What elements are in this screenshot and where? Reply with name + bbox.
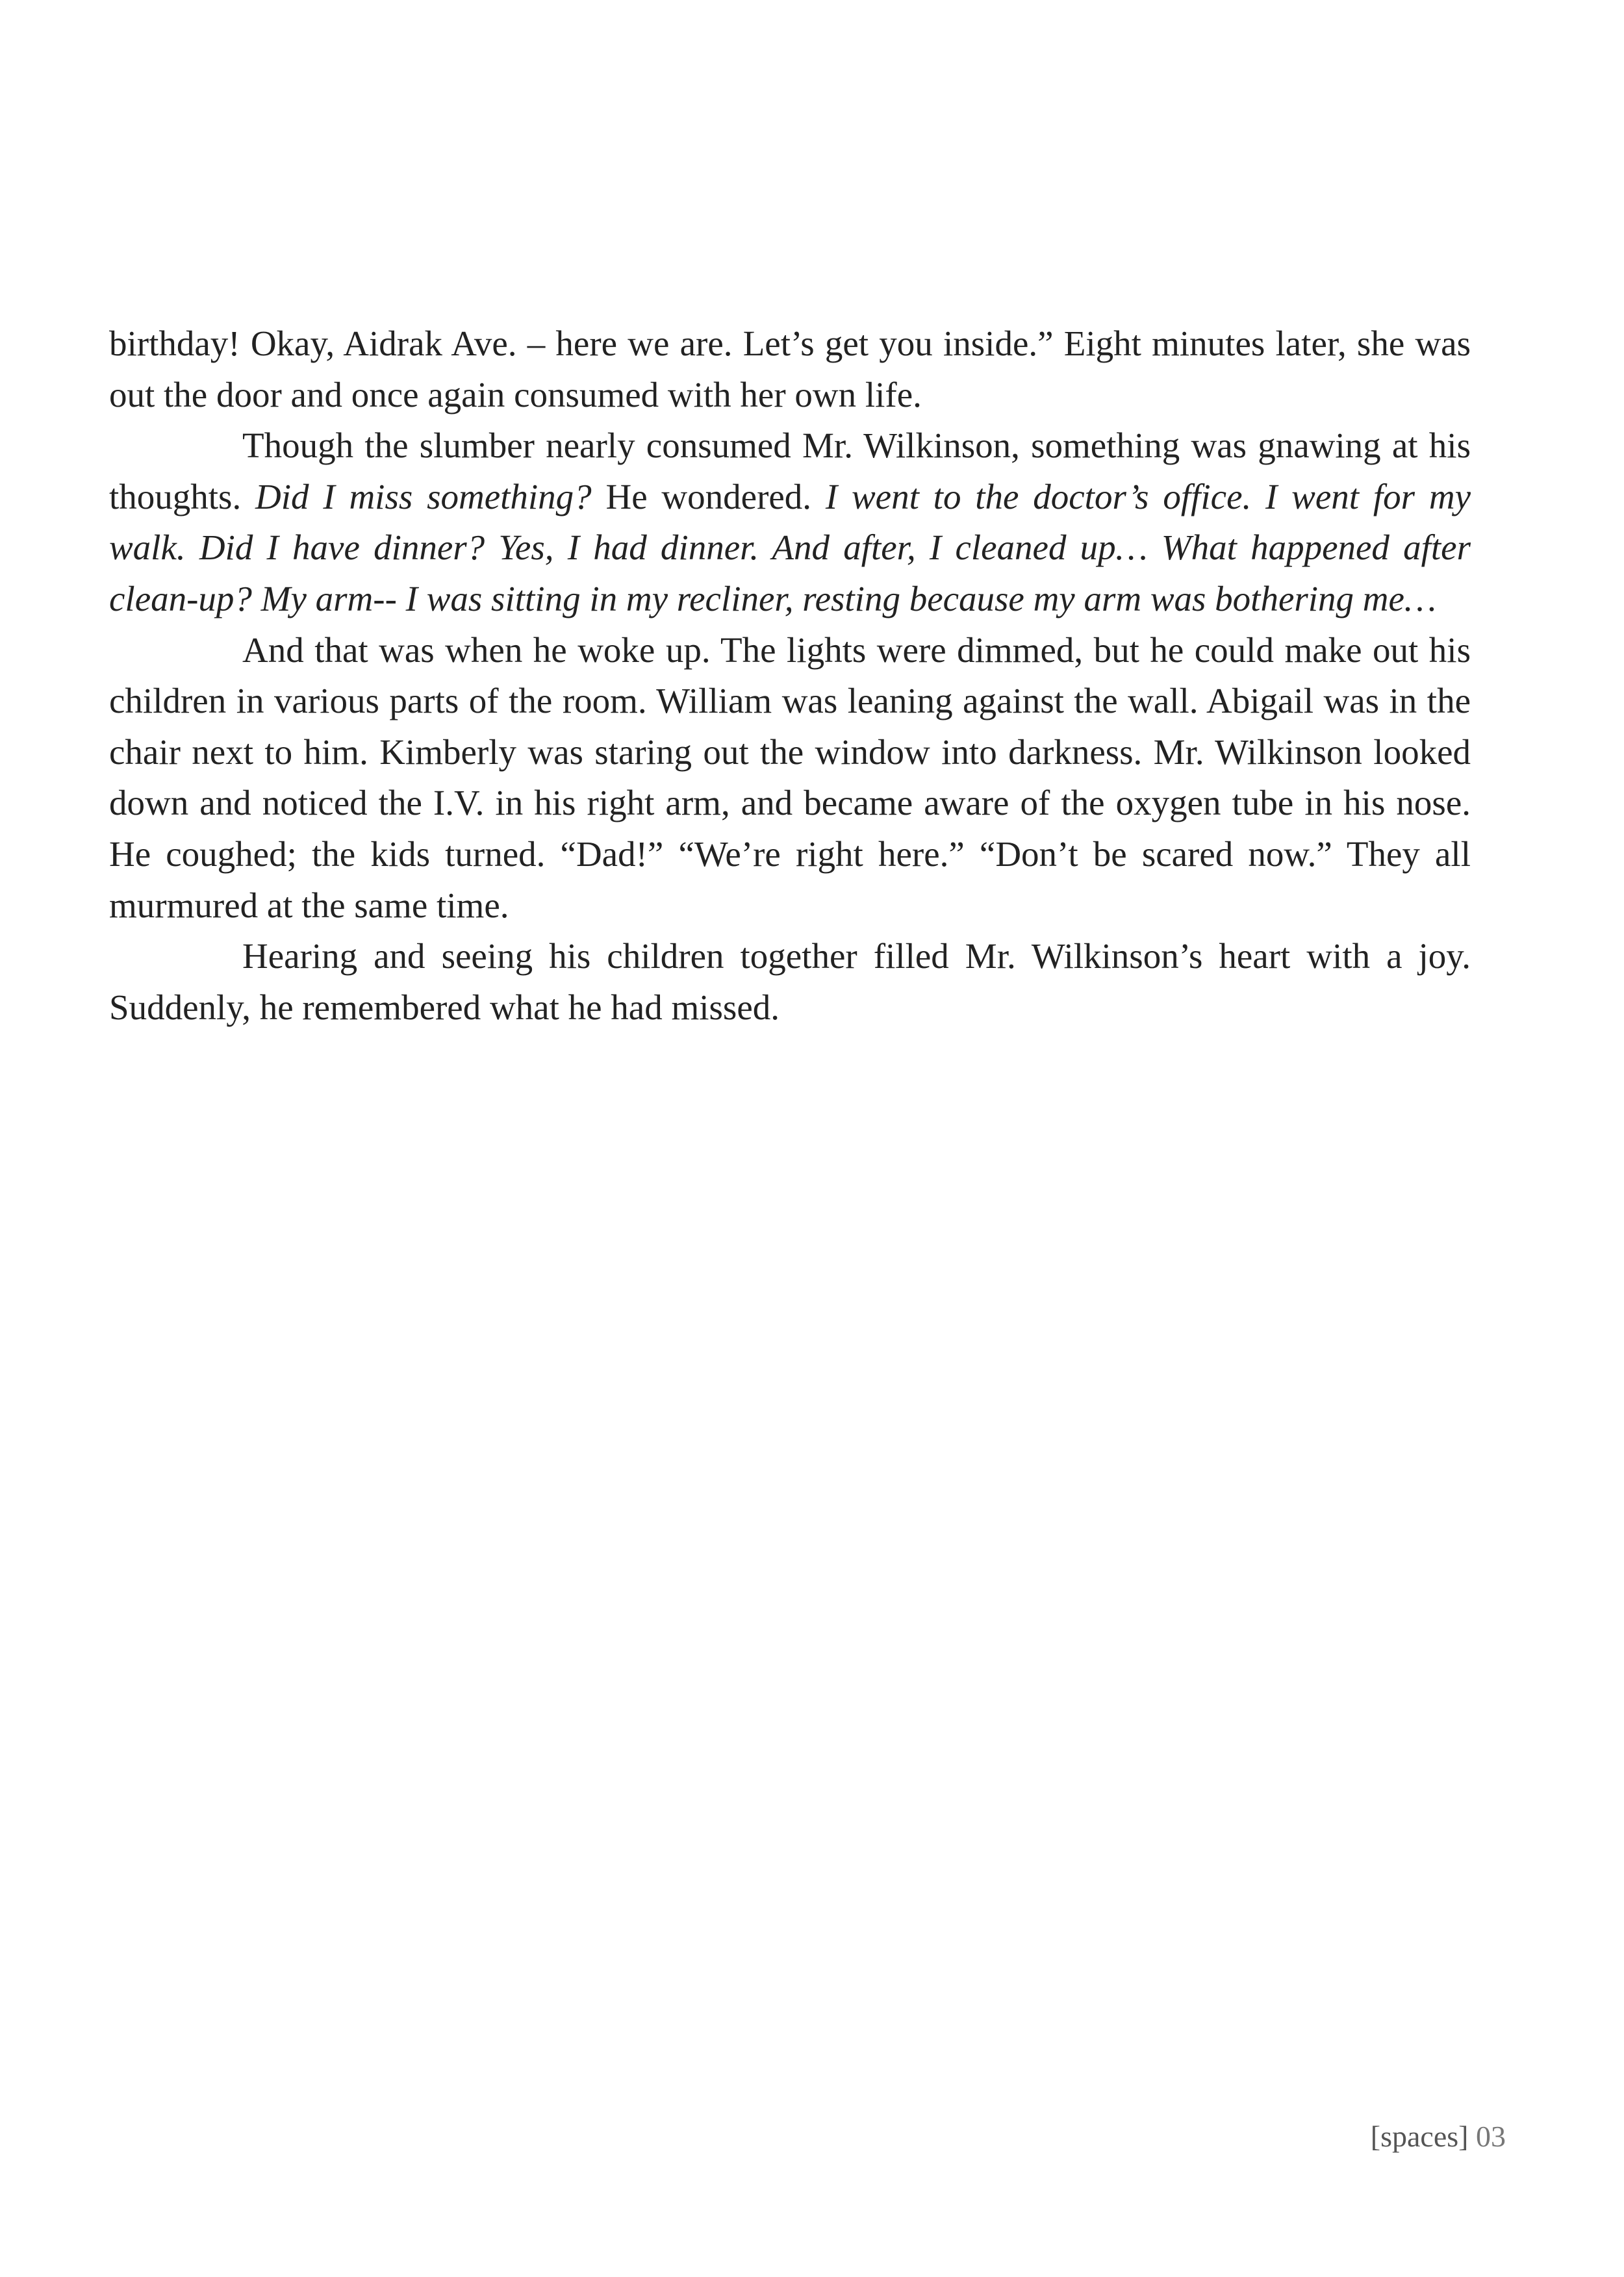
paragraph-2-italic-thought-a: Did I miss something? (255, 476, 592, 516)
page-footer (1371, 2119, 1506, 2154)
paragraph-1 (109, 318, 1471, 420)
paragraph-1-text: birthday! Okay, Aidrak Ave. – here we are. Let’s get you inside.” Eight minutes later, she was out the door and once again consumed with her own life. (109, 324, 1471, 414)
paragraph-2-text-a: Though the slumber nearly consumed Mr. Wilkinson, something was gnawing at his thoughts. (109, 426, 1471, 516)
story-text (109, 318, 1471, 1033)
paragraph-2-italic-thought-b: I went to the doctor’s office. I went for my walk. Did I have dinner? Yes, I had dinner. And after, I cleaned up… What happened after clean-up? My arm-- I was sitting in my recliner, resting because my arm was bothering me… (109, 476, 1471, 618)
publication-label: [spaces] (1370, 2120, 1469, 2153)
page-number: 03 (1476, 2120, 1506, 2153)
paragraph-3-text: And that was when he woke up. The lights were dimmed, but he could make out his children in various parts of the room. William was leaning against the wall. Abigail was in the chair next to him. Kimberly was staring out the window into darkness. Mr. Wilkinson looked down and noticed the I.V. in his right arm, and became aware of the oxygen tube in his nose. He coughed; the kids turned. “Dad!” “We’re right here.” “Don’t be scared now.” They all murmured at the same time. (109, 630, 1471, 925)
paragraph-2 (109, 420, 1471, 624)
paragraph-3 (109, 625, 1471, 932)
paragraph-4-text: Hearing and seeing his children together filled Mr. Wilkinson’s heart with a joy. Suddenly, he remembered what he had missed. (109, 936, 1471, 1027)
paragraph-4 (109, 931, 1471, 1033)
paragraph-2-text-b: He wondered. (591, 476, 826, 516)
